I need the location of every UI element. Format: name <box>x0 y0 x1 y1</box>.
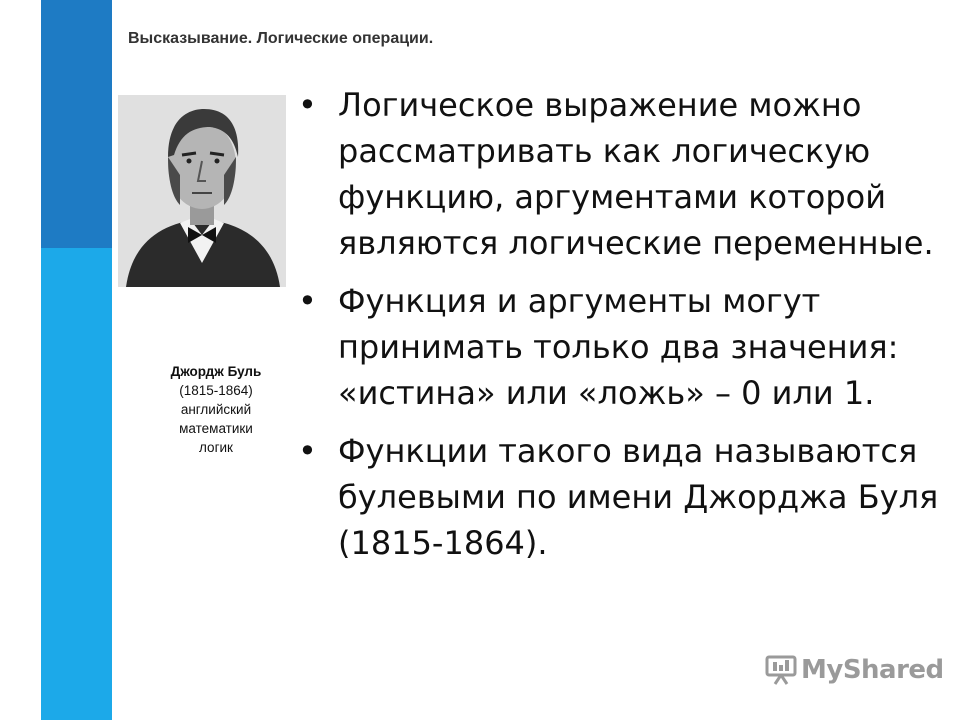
bullet-item <box>298 428 958 566</box>
caption-line2: математики <box>179 421 253 436</box>
caption-line1: английский <box>180 402 252 417</box>
bullet-dot-icon: • <box>298 86 317 124</box>
bullet-text: Логическое выражение можно рассматривать как логическую функцию, аргументами которой являются логические переменные. <box>338 86 934 262</box>
bullet-dot-icon: • <box>298 432 317 470</box>
watermark <box>765 655 944 685</box>
watermark-text: MyShared <box>801 655 944 685</box>
caption-line3: логик <box>199 440 233 455</box>
bullet-text: Функция и аргументы могут принимать только два значения: «истина» или «ложь» – 0 или 1. <box>338 282 899 412</box>
caption-years: (1815-1864) <box>179 383 253 398</box>
bullet-item <box>298 82 958 266</box>
portrait-caption <box>136 362 296 457</box>
bullet-item <box>298 278 958 416</box>
slide-header: Высказывание. Логические операции. <box>128 30 434 47</box>
caption-name: Джордж Буль <box>170 364 262 379</box>
bullet-dot-icon: • <box>298 282 317 320</box>
bullet-list <box>298 82 958 578</box>
left-accent-bar-light <box>41 248 112 720</box>
portrait-image <box>118 95 286 287</box>
bullet-text: Функции такого вида называются булевыми по имени Джорджа Буля (1815-1864). <box>338 432 939 562</box>
left-accent-bar-dark <box>41 0 112 248</box>
presentation-board-icon <box>765 655 797 685</box>
